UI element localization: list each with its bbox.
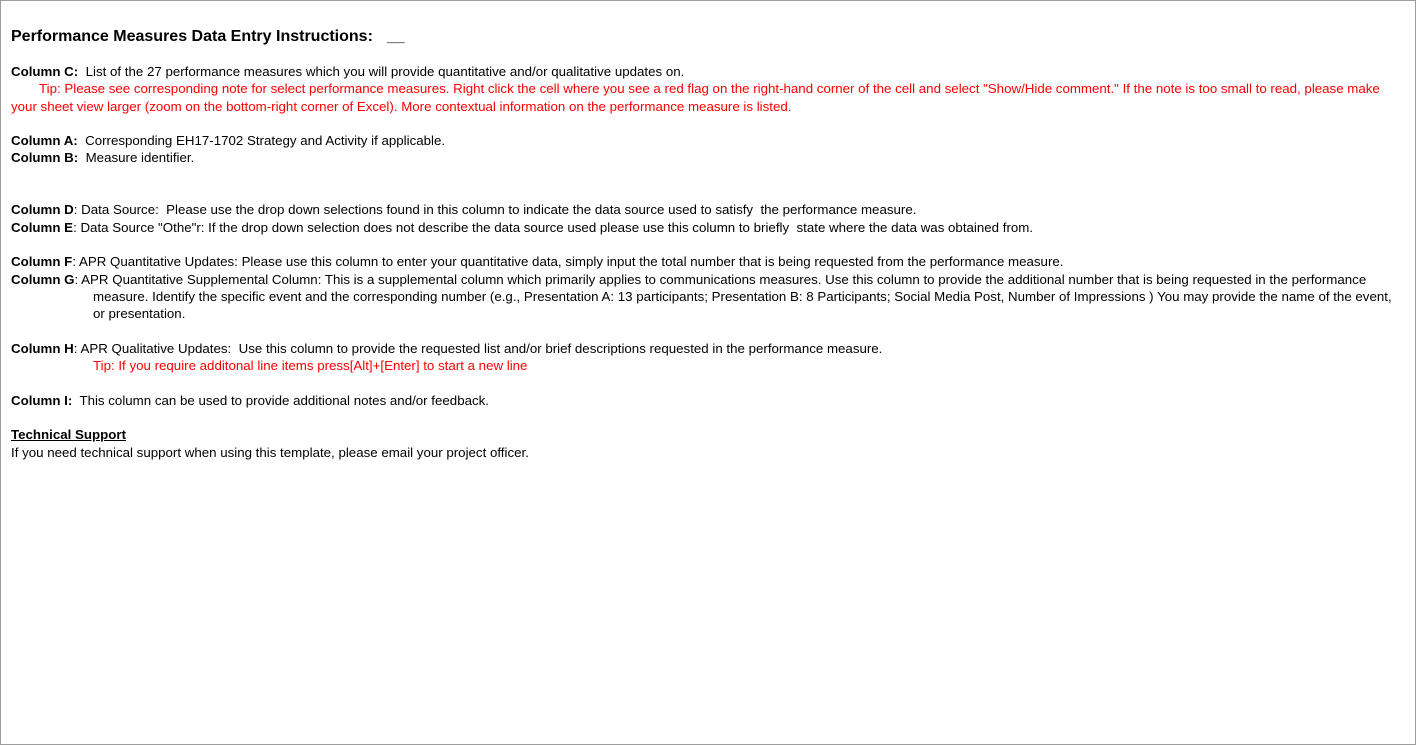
column-g-line xyxy=(11,271,1405,323)
column-f-text: : APR Quantitative Updates: Please use this column to enter your quantitative data, simply input the total number that is being requested from the performance measure. xyxy=(72,254,1064,270)
column-a-label: Column A: xyxy=(11,133,78,149)
page-title-blank-underscore: __ xyxy=(386,28,405,45)
column-e-text: : Data Source "Othe"r: If the drop down selection does not describe the data source used please use this column to briefly state where the data was obtained from. xyxy=(73,219,1034,235)
column-h-tip-text: Tip: If you require additonal line items press[Alt]+[Enter] to start a new line xyxy=(93,358,528,374)
column-a-text: Corresponding EH17-1702 Strategy and Activity if applicable. xyxy=(77,133,446,149)
column-e-line xyxy=(11,219,1405,236)
technical-support-heading xyxy=(11,426,1405,443)
column-c-tip xyxy=(11,80,1405,115)
column-e-label: Column E xyxy=(11,219,74,235)
column-c-tip-text: Tip: Please see corresponding note for select performance measures. Right click the cell where you see a red flag on the right-hand corner of the cell and select "Show/Hide comment." If the note is too small to read, please make your sheet view larger (zoom on the bottom-right corner of Excel). More contextual information on the performance measure is listed. xyxy=(11,81,1384,114)
column-h-text: : APR Qualitative Updates: Use this column to provide the requested list and/or brief descriptions requested in the performance measure. xyxy=(73,340,883,356)
column-i-text: This column can be used to provide additional notes and/or feedback. xyxy=(72,392,489,408)
column-h-tip xyxy=(93,357,1405,374)
column-b-line xyxy=(11,149,1405,166)
technical-support-body xyxy=(11,444,1405,461)
column-g-label: Column G xyxy=(11,271,75,287)
column-h-line xyxy=(11,340,1405,357)
page-title-text: Performance Measures Data Entry Instructions: xyxy=(11,28,373,45)
column-d-line xyxy=(11,201,1405,218)
technical-support-heading-text: Technical Support xyxy=(11,427,127,443)
page-title xyxy=(11,27,1405,47)
column-f-line xyxy=(11,253,1405,270)
column-f-label: Column F xyxy=(11,254,73,270)
column-b-label: Column B: xyxy=(11,150,79,166)
column-b-text: Measure identifier. xyxy=(78,150,195,166)
column-c-label: Column C: xyxy=(11,64,79,79)
column-g-text: : APR Quantitative Supplemental Column: This is a supplemental column which primarily applies to communications measures. Use this column to provide the additional number that is being requested in the performance measure. Identify the specific event and the corresponding number (e.g., Presentation A: 13 participants; Presentation B: 8 Participants; Social Media Post, Number of Impressions ) You may provide the name of the event, or presentation. xyxy=(74,271,1396,322)
column-i-label: Column I: xyxy=(11,392,73,408)
column-i-line xyxy=(11,392,1405,409)
column-c-line xyxy=(11,63,1405,80)
technical-support-body-text: If you need technical support when using this template, please email your project officer. xyxy=(11,444,529,460)
column-d-text: : Data Source: Please use the drop down selections found in this column to indicate the data source used to satisfy the performance measure. xyxy=(73,202,917,218)
column-a-line xyxy=(11,132,1405,149)
column-h-label: Column H xyxy=(11,340,74,356)
column-d-label: Column D xyxy=(11,202,74,218)
column-c-text: List of the 27 performance measures which you will provide quantitative and/or qualitative updates on. xyxy=(78,64,685,79)
